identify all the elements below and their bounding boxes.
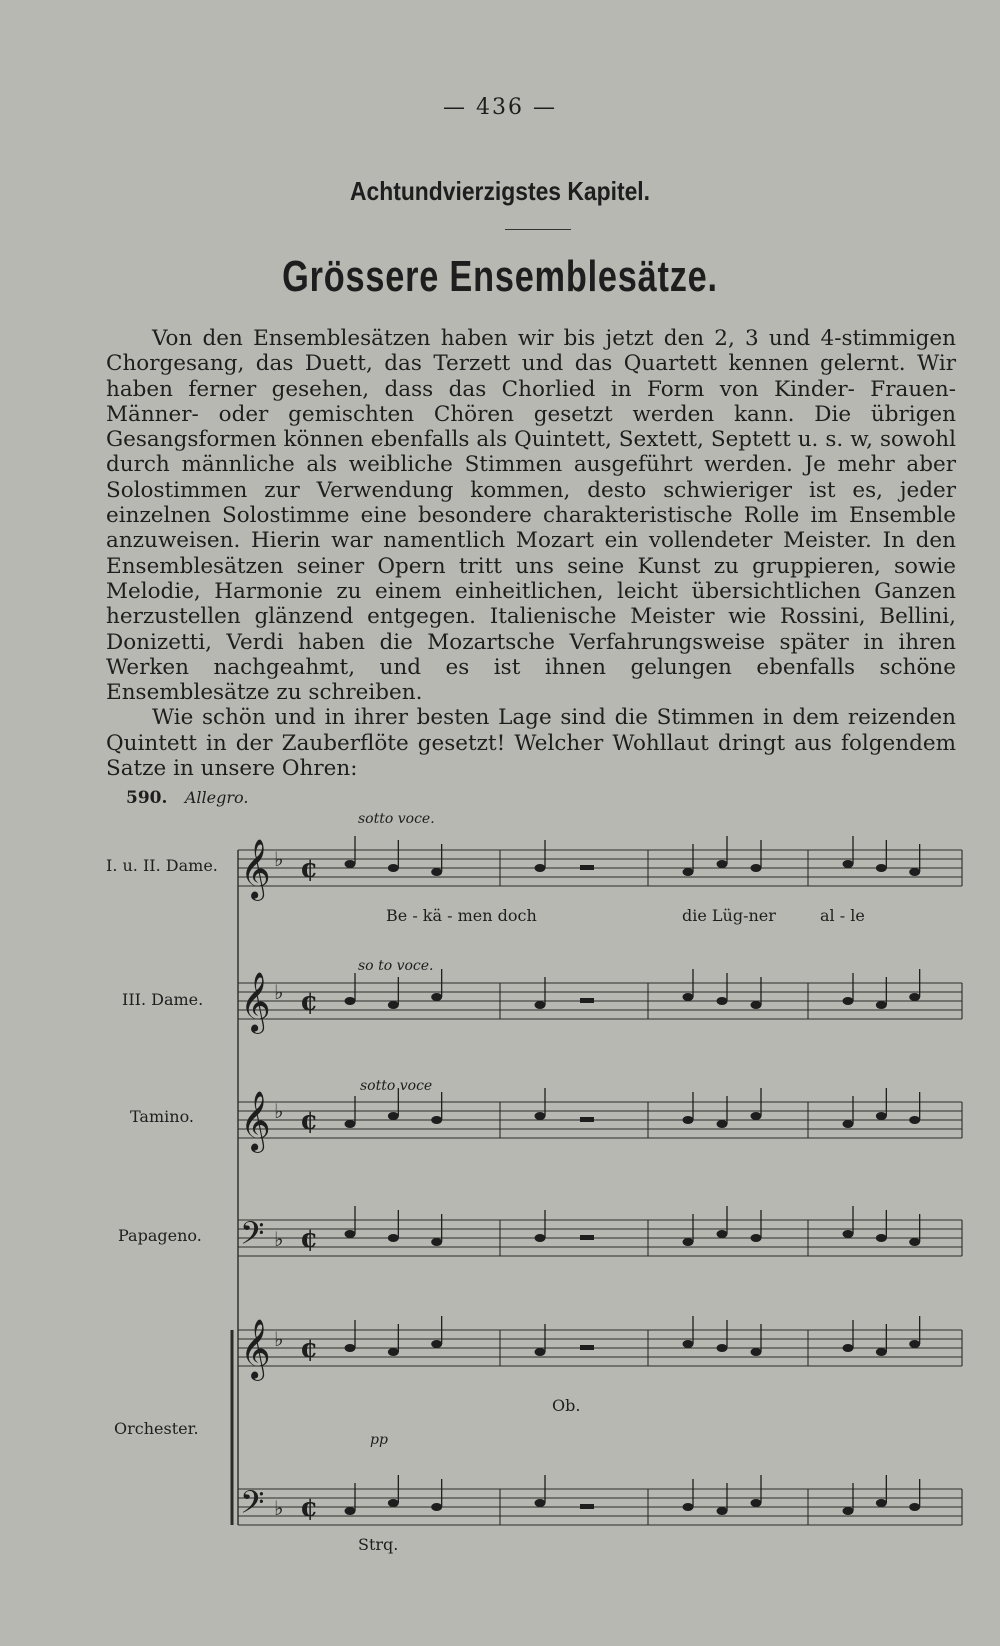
- time-signature: ¢: [300, 1106, 319, 1136]
- note-head: [431, 993, 442, 1001]
- flat-sign: ♭: [274, 980, 284, 1004]
- note-head: [717, 997, 728, 1005]
- note-head: [843, 1230, 854, 1238]
- note-head: [717, 1120, 728, 1128]
- note-head: [345, 1230, 356, 1238]
- note-head: [909, 1116, 920, 1124]
- note-head: [909, 1503, 920, 1511]
- flat-sign: ♭: [274, 1327, 284, 1351]
- note-head: [717, 1344, 728, 1352]
- note-head: [876, 864, 887, 872]
- instrument-cue: Ob.: [552, 1396, 581, 1415]
- instrument-cue: Strq.: [358, 1535, 399, 1554]
- time-signature: ¢: [300, 1334, 319, 1364]
- note-head: [751, 864, 762, 872]
- note-head: [345, 1120, 356, 1128]
- note-head: [683, 1340, 694, 1348]
- note-head: [345, 1507, 356, 1515]
- note-head: [751, 1234, 762, 1242]
- half-rest: [580, 1235, 594, 1240]
- half-rest: [580, 1345, 594, 1350]
- lyric: al - le: [820, 906, 865, 925]
- note-head: [431, 1340, 442, 1348]
- note-head: [345, 1344, 356, 1352]
- half-rest: [580, 998, 594, 1003]
- note-head: [345, 860, 356, 868]
- note-head: [683, 993, 694, 1001]
- flat-sign: ♭: [274, 1099, 284, 1123]
- example-number: 590.: [126, 788, 168, 808]
- half-rest: [580, 1117, 594, 1122]
- dynamic-marking: sotto voce: [360, 1078, 433, 1094]
- note-head: [843, 997, 854, 1005]
- note-head: [717, 860, 728, 868]
- time-signature: ¢: [300, 1493, 319, 1523]
- note-head: [843, 860, 854, 868]
- note-head: [388, 864, 399, 872]
- note-head: [431, 1238, 442, 1246]
- note-head: [876, 1499, 887, 1507]
- note-head: [876, 1001, 887, 1009]
- note-head: [717, 1230, 728, 1238]
- instrument-label: III. Dame.: [122, 990, 204, 1009]
- paragraph: Wie schön und in ihrer besten Lage sind die Stimmen in dem reizenden Quintett in der Zauberflöte gesetzt! Welcher Wohllaut dringt aus folgendem Satze in unsere Ohren:: [106, 705, 956, 782]
- staff-lines: [232, 850, 962, 1525]
- note-head: [909, 868, 920, 876]
- note-head: [683, 1503, 694, 1511]
- note-head: [876, 1112, 887, 1120]
- dynamic-marking: sotto voce.: [358, 811, 435, 827]
- flat-sign: ♭: [274, 1496, 284, 1520]
- chapter-heading: Achtundvierzigstes Kapitel.: [349, 176, 651, 206]
- time-signature: ¢: [300, 854, 319, 884]
- note-head: [535, 864, 546, 872]
- instrument-label: Tamino.: [130, 1107, 194, 1126]
- treble-clef: 𝄞: [240, 1091, 271, 1151]
- treble-clef: 𝄞: [240, 1319, 271, 1379]
- dynamic-marking: so to voce.: [358, 958, 434, 974]
- note-head: [388, 1348, 399, 1356]
- note-head: [431, 868, 442, 876]
- note-head: [683, 868, 694, 876]
- treble-clef: 𝄞: [240, 972, 271, 1032]
- note-head: [388, 1499, 399, 1507]
- instrument-label: Papageno.: [118, 1226, 202, 1245]
- note-head: [535, 1234, 546, 1242]
- tempo-marking: Allegro.: [184, 788, 249, 807]
- time-signature: ¢: [300, 1224, 319, 1254]
- lyric: die Lüg-ner: [682, 906, 776, 925]
- instrument-label: Orchester.: [114, 1419, 199, 1438]
- note-head: [345, 997, 356, 1005]
- instrument-label: I. u. II. Dame.: [106, 856, 218, 875]
- note-head: [843, 1120, 854, 1128]
- note-head: [876, 1234, 887, 1242]
- treble-clef: 𝄞: [240, 839, 271, 899]
- note-head: [909, 1340, 920, 1348]
- note-head: [431, 1503, 442, 1511]
- page-number: — 436 —: [443, 95, 557, 120]
- note-head: [751, 1348, 762, 1356]
- note-head: [909, 1238, 920, 1246]
- bass-clef: 𝄢: [240, 1484, 265, 1528]
- time-signature: ¢: [300, 987, 319, 1017]
- note-head: [717, 1507, 728, 1515]
- page-title: Grössere Ensemblesätze.: [282, 252, 718, 301]
- note-head: [751, 1112, 762, 1120]
- note-head: [388, 1234, 399, 1242]
- note-head: [751, 1001, 762, 1009]
- note-head: [876, 1348, 887, 1356]
- note-head: [535, 1112, 546, 1120]
- note-head: [683, 1116, 694, 1124]
- note-head: [431, 1116, 442, 1124]
- paragraph: Von den Ensemblesätzen haben wir bis jetzt den 2, 3 und 4-stimmigen Chorgesang, das Duett, das Terzett und das Quartett kennen gelernt. Wir haben ferner gesehen, dass das Chorlied in Form von Kinder- Frauen- Männer- oder gemischten Chören gesetzt werden kann. Die übrigen Gesangsformen können ebenfalls als Quintett, Sextett, Septett u. s. w, sowohl durch männliche als weibliche Stimmen ausgeführt werden. Je mehr aber Solostimmen zur Verwendung kommen, desto schwieriger ist es, jeder einzelnen Solostimme eine besondere charakteristische Rolle im Ensemble anzuweisen. Hierin war namentlich Mozart ein vollendeter Meister. In den Ensemblesätzen seiner Opern tritt uns seine Kunst zu gruppieren, sowie Melodie, Harmonie zu einem einheitlichen, leicht übersichtlichen Ganzen herzustellen glänzend entgegen. Italienische Meister wie Rossini, Bellini, Donizetti, Verdi haben die Mozartsche Verfahrungsweise später in ihren Werken nachgeahmt, und es ist ihnen gelungen ebenfalls schöne Ensemblesätze zu schreiben.: [106, 326, 956, 706]
- note-head: [751, 1499, 762, 1507]
- lyric: Be - kä - men doch: [386, 906, 537, 925]
- note-head: [388, 1112, 399, 1120]
- note-head: [909, 993, 920, 1001]
- note-head: [535, 1348, 546, 1356]
- half-rest: [580, 1504, 594, 1509]
- half-rest: [580, 865, 594, 870]
- dynamic-marking: pp: [370, 1432, 388, 1448]
- flat-sign: ♭: [274, 847, 284, 871]
- note-head: [388, 1001, 399, 1009]
- score-marks: [240, 836, 920, 1528]
- note-head: [843, 1344, 854, 1352]
- note-head: [683, 1238, 694, 1246]
- flat-sign: ♭: [274, 1227, 284, 1251]
- note-head: [843, 1507, 854, 1515]
- note-head: [535, 1001, 546, 1009]
- note-head: [535, 1499, 546, 1507]
- bass-clef: 𝄢: [240, 1215, 265, 1259]
